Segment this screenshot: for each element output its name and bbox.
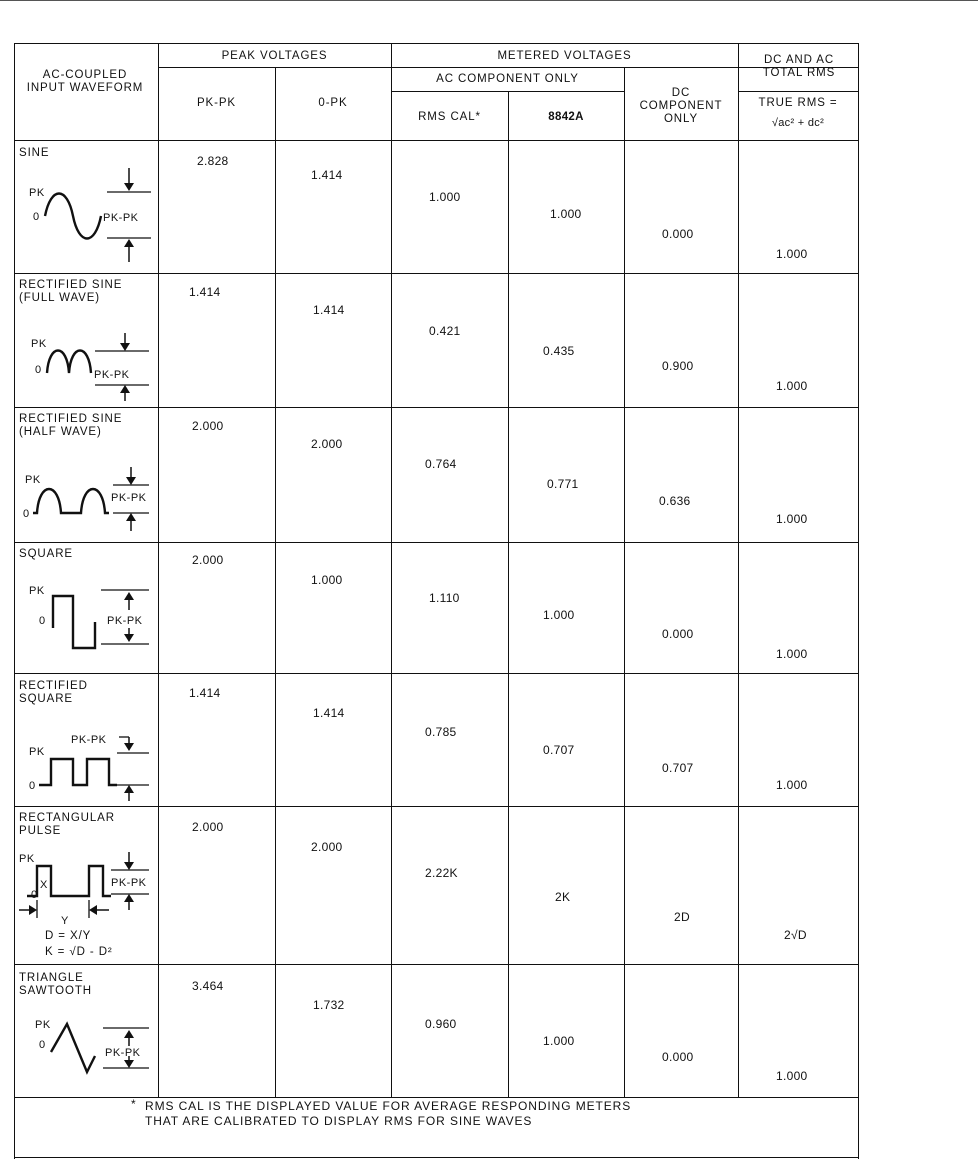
square-rms-cal: 1.110: [429, 591, 460, 605]
rect-sine-half-dc: 0.636: [659, 494, 691, 508]
zero-label: 0: [39, 1039, 46, 1051]
dc-ac-total-header: DC AND AC TOTAL RMS: [762, 54, 836, 79]
square-waveform-diagram: [15, 542, 158, 673]
pk-label: PK: [25, 474, 41, 486]
footnote-line-2: THAT ARE CALIBRATED TO DISPLAY RMS FOR SINE WAVES: [145, 1114, 533, 1128]
sine-true-rms: 1.000: [776, 247, 808, 261]
rect-square-dc: 0.707: [662, 761, 694, 775]
ac-component-header: AC COMPONENT ONLY: [436, 73, 579, 85]
triangle-dc: 0.000: [662, 1050, 694, 1064]
waveform-header: AC-COUPLED INPUT WAVEFORM: [26, 69, 144, 94]
triangle-rms-cal: 0.960: [425, 1017, 457, 1031]
rect-pulse-8842a: 2K: [555, 890, 571, 904]
square-pk-pk: 2.000: [192, 553, 224, 567]
triangle-8842a: 1.000: [543, 1034, 575, 1048]
rect-square-pk-pk: 1.414: [189, 686, 221, 700]
pulse-k-definition: K = √D - D²: [45, 946, 113, 958]
row-rect-pulse-label: RECTANGULAR PULSE: [19, 812, 115, 837]
sine-zero-pk: 1.414: [311, 168, 343, 182]
col-rule-1: [158, 43, 159, 1097]
col-rule-5: [624, 67, 625, 1097]
rectified-sine-half-diagram: [15, 407, 158, 542]
rect-pulse-rms-cal: 2.22K: [425, 866, 458, 880]
zero-label: 0: [33, 211, 40, 223]
pk-label: PK: [31, 338, 47, 350]
triangle-sawtooth-diagram: [15, 964, 158, 1097]
x-label: X: [40, 879, 48, 891]
true-rms-formula: √ac² + dc²: [771, 117, 825, 129]
rect-sine-full-rms-cal: 0.421: [429, 324, 461, 338]
pk-label: PK: [19, 853, 35, 865]
square-zero-pk: 1.000: [311, 573, 343, 587]
triangle-zero-pk: 1.732: [313, 998, 345, 1012]
pk-label: PK: [29, 746, 45, 758]
rect-sine-half-8842a: 0.771: [547, 477, 579, 491]
pk-label: PK: [29, 187, 45, 199]
row-triangle-label: TRIANGLE SAWTOOTH: [19, 972, 93, 997]
rect-sine-full-dc: 0.900: [662, 359, 694, 373]
col-rule-6: [738, 43, 739, 1097]
rect-pulse-true-rms: 2√D: [784, 928, 807, 942]
sine-waveform-diagram: [15, 140, 158, 273]
pk-pk-label: PK-PK: [71, 734, 107, 746]
rect-sine-half-rms-cal: 0.764: [425, 457, 457, 471]
rule-true-rms: [738, 91, 858, 92]
pulse-d-definition: D = X/Y: [45, 930, 92, 942]
rect-pulse-zero-pk: 2.000: [311, 840, 343, 854]
sine-rms-cal: 1.000: [429, 190, 461, 204]
triangle-pk-pk: 3.464: [192, 979, 224, 993]
zero-pk-header: 0-PK: [318, 97, 348, 109]
row-sine-label: SINE: [19, 147, 50, 159]
rect-sine-full-8842a: 0.435: [543, 344, 575, 358]
rect-sine-half-pk-pk: 2.000: [192, 419, 224, 433]
rect-square-zero-pk: 1.414: [313, 706, 345, 720]
sine-dc: 0.000: [662, 227, 694, 241]
y-label: Y: [61, 915, 69, 927]
rect-square-rms-cal: 0.785: [425, 725, 457, 739]
pk-pk-label: PK-PK: [111, 492, 147, 504]
square-true-rms: 1.000: [776, 647, 808, 661]
row-rect-square-label: RECTIFIED SQUARE: [19, 680, 88, 705]
sine-pk-pk: 2.828: [197, 154, 229, 168]
zero-label: 0: [29, 780, 36, 792]
pk-pk-header: PK-PK: [196, 97, 236, 109]
footnote-line-1: RMS CAL IS THE DISPLAYED VALUE FOR AVERAGE RESPONDING METERS: [145, 1099, 632, 1113]
rect-sine-full-zero-pk: 1.414: [313, 303, 345, 317]
row-rect-sine-full-label: RECTIFIED SINE (FULL WAVE): [19, 279, 123, 304]
pk-pk-label: PK-PK: [107, 615, 143, 627]
pk-pk-label: PK-PK: [94, 369, 130, 381]
dc-component-header: DC COMPONENT ONLY: [639, 87, 723, 125]
true-rms-header: TRUE RMS =: [758, 97, 838, 109]
rect-square-true-rms: 1.000: [776, 778, 808, 792]
zero-label: 0: [31, 889, 38, 901]
footnote: [131, 1097, 632, 1129]
rect-sine-full-true-rms: 1.000: [776, 379, 808, 393]
sine-8842a: 1.000: [550, 207, 582, 221]
square-8842a: 1.000: [543, 608, 575, 622]
rms-cal-header: RMS CAL*: [418, 111, 481, 123]
rule-top: [15, 43, 858, 44]
pk-label: PK: [35, 1019, 51, 1031]
rect-sine-full-pk-pk: 1.414: [189, 285, 221, 299]
row-rect-sine-half-label: RECTIFIED SINE (HALF WAVE): [19, 413, 123, 438]
pk-label: PK: [29, 585, 45, 597]
rect-sine-half-zero-pk: 2.000: [311, 437, 343, 451]
square-dc: 0.000: [662, 627, 694, 641]
rectified-sine-full-diagram: [15, 273, 158, 407]
pk-pk-label: PK-PK: [103, 212, 139, 224]
col-rule-4: [508, 91, 509, 1097]
footnote-star: *: [131, 1097, 137, 1111]
rule-bottom: [15, 1157, 858, 1158]
triangle-true-rms: 1.000: [776, 1069, 808, 1083]
rule-header-mid: [158, 67, 858, 68]
rect-pulse-pk-pk: 2.000: [192, 820, 224, 834]
zero-label: 0: [39, 615, 46, 627]
top-rule: [0, 0, 978, 1]
row-square-label: SQUARE: [19, 548, 73, 560]
meter-8842a-header: 8842A: [548, 111, 584, 123]
rect-sine-half-true-rms: 1.000: [776, 512, 808, 526]
col-rule-2: [275, 67, 276, 1097]
peak-voltages-header: PEAK VOLTAGES: [221, 50, 328, 62]
waveform-conversion-table: [14, 43, 859, 1159]
pk-pk-label: PK-PK: [111, 877, 147, 889]
col-rule-3: [391, 43, 392, 1097]
rect-square-8842a: 0.707: [543, 743, 575, 757]
pk-pk-label: PK-PK: [105, 1047, 141, 1059]
zero-label: 0: [23, 508, 30, 520]
rect-pulse-dc: 2D: [674, 910, 690, 924]
metered-voltages-header: METERED VOLTAGES: [497, 50, 632, 62]
rectified-square-diagram: [15, 673, 158, 806]
zero-label: 0: [35, 364, 42, 376]
